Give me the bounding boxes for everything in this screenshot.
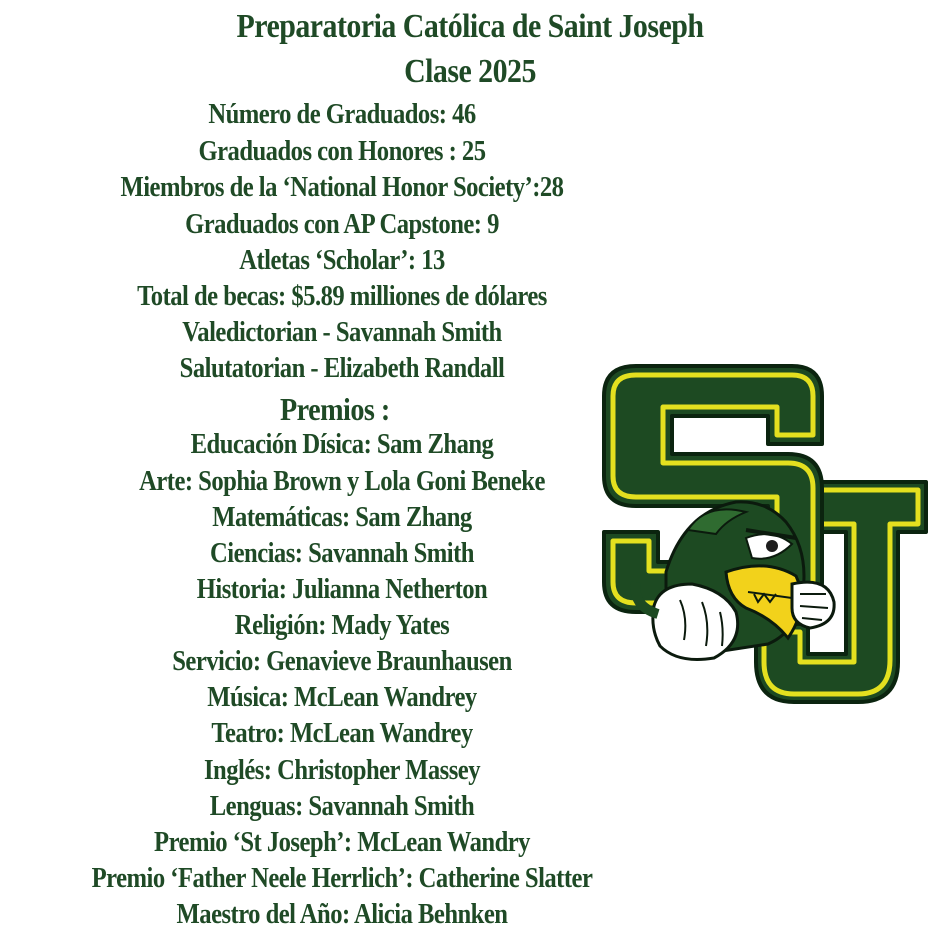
award-line: Matemáticas: Sam Zhang [212, 502, 472, 533]
class-year: Clase 2025 [404, 53, 536, 90]
stat-valedictorian: Valedictorian - Savannah Smith [182, 317, 502, 348]
stat-graduates: Número de Graduados: 46 [208, 99, 476, 130]
award-line: Música: McLean Wandrey [207, 682, 477, 713]
sj-logo [596, 362, 936, 708]
school-name: Preparatoria Católica de Saint Joseph [236, 8, 704, 45]
stat-ap-capstone: Graduados con AP Capstone: 9 [185, 209, 499, 240]
stat-nhs: Miembros de la ‘National Honor Society’:28 [120, 172, 564, 203]
award-line: Religión: Mady Yates [234, 610, 450, 641]
award-line: Premio ‘Father Neele Herrlich’: Catherine Slatter [91, 863, 593, 894]
stat-scholar-athletes: Atletas ‘Scholar’: 13 [239, 245, 445, 276]
premios-heading: Premios : [280, 391, 390, 427]
award-line: Teatro: McLean Wandrey [211, 718, 473, 749]
award-line: Inglés: Christopher Massey [203, 755, 481, 786]
award-line: Lenguas: Savannah Smith [209, 791, 475, 822]
award-line: Arte: Sophia Brown y Lola Goni Beneke [139, 466, 545, 497]
award-line: Maestro del Año: Alicia Behnken [176, 899, 508, 930]
stat-scholarships: Total de becas: $5.89 milliones de dólares [137, 281, 547, 312]
stat-salutatorian: Salutatorian - Elizabeth Randall [179, 353, 505, 384]
award-line: Premio ‘St Joseph’: McLean Wandry [154, 827, 530, 858]
award-line: Ciencias: Savannah Smith [210, 538, 474, 569]
award-line: Educación Dísica: Sam Zhang [190, 429, 494, 460]
award-line: Servicio: Genavieve Braunhausen [172, 646, 512, 677]
stat-honors: Graduados con Honores : 25 [198, 136, 486, 167]
award-line: Historia: Julianna Netherton [196, 574, 488, 605]
